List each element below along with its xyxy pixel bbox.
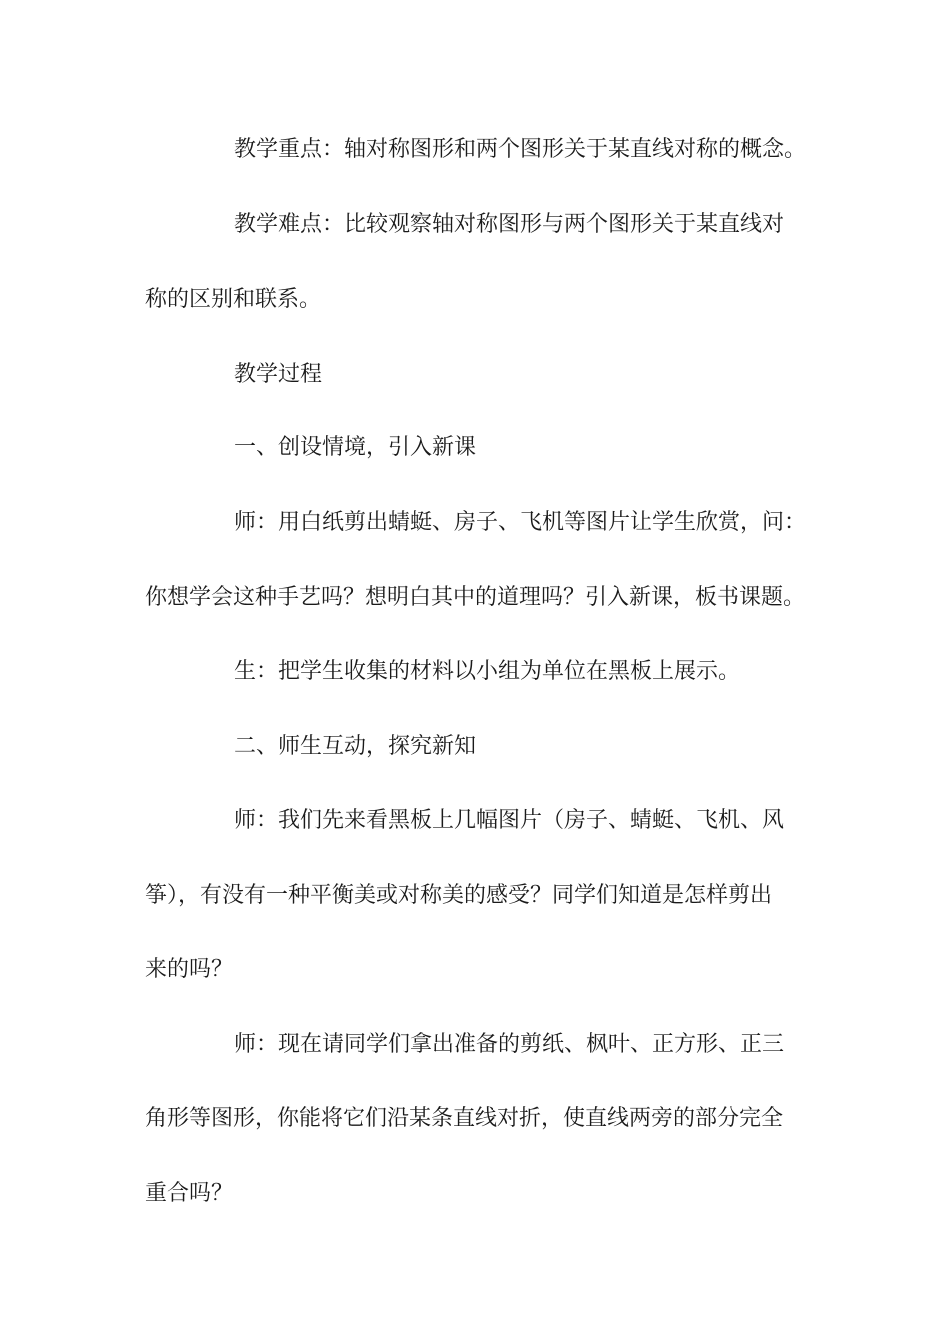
student-paragraph: 生：把学生收集的材料以小组为单位在黑板上展示。 (234, 659, 741, 684)
teacher-paragraph-1-cont: 你想学会这种手艺吗？想明白其中的道理吗？引入新课，板书课题。 (145, 585, 806, 610)
teacher-paragraph-2: 师：我们先来看黑板上几幅图片（房子、蜻蜓、飞机、风 (234, 808, 785, 833)
teacher-paragraph-1: 师：用白纸剪出蜻蜓、房子、飞机等图片让学生欣赏，问： (234, 510, 807, 535)
teacher-paragraph-2-end: 来的吗？ (145, 957, 234, 982)
key-point-line: 教学重点：轴对称图形和两个图形关于某直线对称的概念。 (234, 137, 807, 162)
teacher-paragraph-3-end: 重合吗？ (145, 1181, 234, 1206)
teacher-paragraph-3-cont: 角形等图形，你能将它们沿某条直线对折，使直线两旁的部分完全 (145, 1106, 784, 1131)
teacher-paragraph-2-cont: 筝），有没有一种平衡美或对称美的感受？同学们知道是怎样剪出 (145, 883, 773, 908)
teacher-paragraph-3: 师：现在请同学们拿出准备的剪纸、枫叶、正方形、正三 (234, 1032, 785, 1057)
difficulty-continuation: 称的区别和联系。 (145, 287, 322, 312)
difficulty-line: 教学难点：比较观察轴对称图形与两个图形关于某直线对 (234, 212, 785, 237)
section-two-heading: 二、师生互动，探究新知 (234, 734, 477, 759)
section-one-heading: 一、创设情境，引入新课 (234, 435, 477, 460)
process-heading: 教学过程 (234, 362, 323, 387)
